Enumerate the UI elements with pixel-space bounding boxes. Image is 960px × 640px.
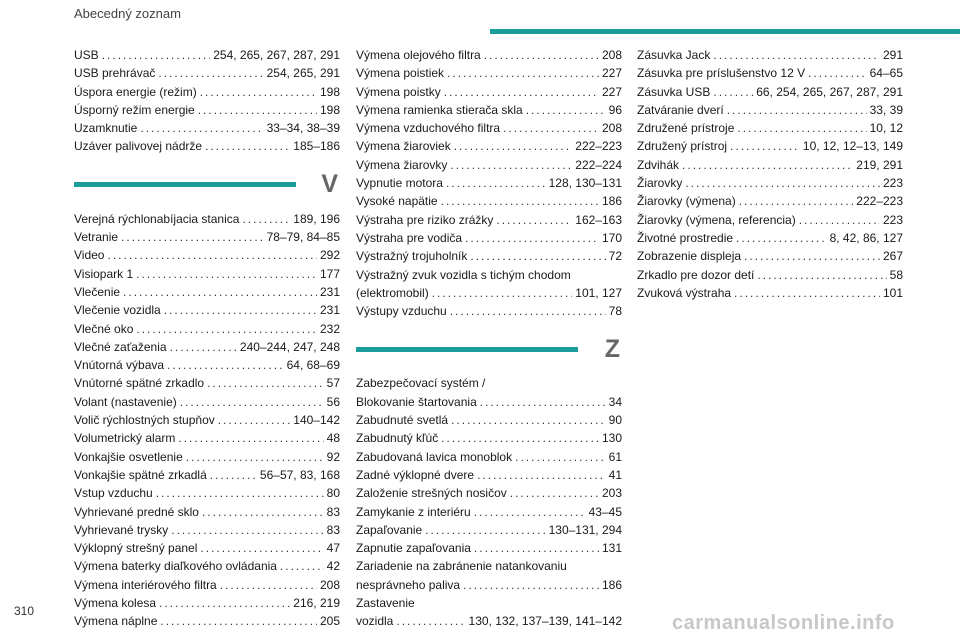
dot-leader [205,137,290,155]
entry-term: Volant (nastavenie) [74,394,177,409]
dot-leader [207,374,324,392]
entry-pages: 198 [319,102,340,117]
entry-term: Výmena poistky [356,84,441,99]
entry-term: Výmena poistiek [356,66,445,81]
dot-leader [484,46,599,64]
index-entry[interactable] [356,539,622,557]
entry-term: Zobrazenie displeja [637,249,742,264]
index-entry[interactable] [74,265,340,283]
dot-leader [451,411,606,429]
entry-term: Volumetrický alarm [74,431,176,446]
dot-leader [734,284,880,302]
entry-pages: 240–244, 247, 248 [239,339,340,354]
entry-term: Video [74,248,105,263]
entry-group-v-cont [356,46,622,266]
entry-term: Volič rýchlostných stupňov [74,413,215,428]
entry-group-v-end [356,302,622,320]
index-entry[interactable] [74,64,340,82]
dot-leader [425,521,545,539]
entry-term: Zatváranie dverí [637,102,724,117]
entry-pages: 227 [601,66,622,81]
entry-term: USB prehrávač [74,66,156,81]
index-entry[interactable] [74,557,340,575]
entry-pages: 33, 39 [869,102,903,117]
index-entry[interactable] [637,192,903,210]
entry-pages: 66, 254, 265, 267, 287, 291 [756,84,903,99]
entry-term: Zásuvka USB [637,84,711,99]
dot-leader [107,246,316,264]
entry-term: Vyhrievané predné sklo [74,504,199,519]
entry-pages: 291 [882,48,903,62]
entry-pages: 130–131, 294 [548,522,622,537]
dot-leader [158,64,263,82]
dot-leader [463,576,599,594]
dot-leader [477,466,606,484]
entry-pages: 231 [319,284,340,299]
dot-leader [470,247,605,265]
entry-term-line2: (elektromobil) [356,285,429,300]
entry-pages: 90 [608,413,622,428]
entry-pages: 131 [601,541,622,556]
entry-pages: 57 [326,376,340,391]
index-entry[interactable] [356,192,622,210]
entry-term: Uzáver palivovej nádrže [74,139,203,154]
entry-term: USB [74,48,99,62]
dot-leader [444,83,599,101]
dot-leader [220,576,317,594]
index-entry[interactable] [637,46,903,64]
entry-pages: 78–79, 84–85 [266,230,340,245]
entry-pages: 208 [601,121,622,136]
entry-pages: 208 [319,577,340,592]
entry-pages: 227 [601,84,622,99]
dot-leader [198,101,317,119]
entry-term: Zrkadlo pre dozor detí [637,267,755,282]
index-entry-multiline[interactable] [356,374,622,411]
index-entry[interactable] [74,356,340,374]
dot-leader [160,612,317,630]
entry-pages: 72 [608,249,622,264]
index-entry[interactable] [356,302,622,320]
entry-term: Vstup vzduchu [74,486,153,501]
index-column-1 [74,46,340,631]
entry-group-z [356,411,622,557]
entry-pages: 56–57, 83, 168 [259,467,340,482]
entry-pages: 189, 196 [293,211,340,226]
entry-term: Výmena vzduchového filtra [356,121,501,136]
entry-pages: 205 [319,614,340,629]
dot-leader [156,484,324,502]
entry-group-u [74,46,340,156]
dot-leader [432,284,573,302]
entry-pages: 56 [326,394,340,409]
entry-term: Visiopark 1 [74,266,134,281]
watermark: carmanualsonline.info [672,612,895,634]
index-entry[interactable] [356,448,622,466]
entry-term: Žiarovky (výmena, referencia) [637,212,796,227]
entry-pages: 185–186 [293,139,340,154]
entry-term-line1: Zabezpečovací systém / [356,376,486,391]
dot-leader [136,265,317,283]
index-entry[interactable] [74,576,340,594]
entry-pages: 231 [319,303,340,318]
section-letter-v: V [321,170,338,199]
index-entry[interactable] [356,83,622,101]
entry-term: Vlečenie vozidla [74,303,161,318]
entry-pages: 254, 265, 267, 287, 291 [213,48,340,62]
dot-leader [685,174,880,192]
dot-leader [474,539,599,557]
index-entry[interactable] [637,284,903,302]
entry-pages: 267 [882,249,903,264]
section-rule [74,182,296,187]
entry-term: Výmena ramienka stierača skla [356,102,523,117]
index-entry-multiline[interactable] [356,594,622,631]
entry-pages: 48 [326,431,340,446]
entry-term: Verejná rýchlonabíjacia stanica [74,211,240,226]
entry-term: Výmena interiérového filtra [74,577,217,592]
dot-leader [164,301,317,319]
index-entry[interactable] [356,229,622,247]
entry-term: Uzamknutie [74,121,138,136]
dot-leader [178,429,323,447]
entry-pages: 78 [608,304,622,319]
entry-pages: 222–223 [856,194,903,209]
index-entry[interactable] [356,174,622,192]
index-entry[interactable] [74,338,340,356]
entry-pages: 10, 12 [869,121,903,136]
entry-pages: 232 [319,321,340,336]
section-header-v [74,170,340,200]
dot-leader [474,503,586,521]
dot-leader [136,320,317,338]
entry-pages: 170 [601,230,622,245]
index-entry[interactable] [356,466,622,484]
entry-term: Úsporný režim energie [74,102,195,117]
dot-leader [480,393,606,411]
entry-term: Vonkajšie osvetlenie [74,449,183,464]
dot-leader [170,338,237,356]
index-entry[interactable] [74,137,340,155]
entry-term: Vnútorná výbava [74,358,165,373]
entry-pages: 216, 219 [293,596,340,611]
index-entry[interactable] [356,101,622,119]
entry-term: Zapnutie zapaľovania [356,541,471,556]
dot-leader [159,594,290,612]
dot-leader [102,46,211,64]
entry-term: Výklopný strešný panel [74,541,198,556]
page-number: 310 [14,604,35,618]
dot-leader [757,266,886,284]
entry-term: Vysoké napätie [356,194,438,209]
dot-leader [739,192,854,210]
entry-pages: 222–223 [575,139,622,154]
dot-leader [447,64,599,82]
entry-term: Vypnutie motora [356,176,443,191]
index-entry[interactable] [637,101,903,119]
entry-group-v [74,210,340,631]
section-header-z [356,334,622,364]
dot-leader [682,156,853,174]
entry-pages: 203 [601,486,622,501]
index-column-2 [356,46,622,631]
entry-term: Žiarovky [637,176,683,191]
entry-term: Výstražný trojuholník [356,249,468,264]
index-entry[interactable] [74,521,340,539]
dot-leader [465,229,599,247]
entry-pages: 198 [319,84,340,99]
dot-leader [242,210,290,228]
dot-leader [713,83,753,101]
index-entry[interactable] [356,484,622,502]
index-entry[interactable] [74,448,340,466]
index-entry[interactable] [637,119,903,137]
entry-pages: 130, 132, 137–139, 141–142 [468,614,622,629]
dot-leader [202,503,324,521]
entry-pages: 80 [326,486,340,501]
dot-leader [123,283,317,301]
dot-leader [503,119,599,137]
dot-leader [510,484,599,502]
entry-pages: 162–163 [575,212,622,227]
entry-term: Vlečné zaťaženia [74,339,167,354]
entry-term-line1: Zastavenie [356,596,415,611]
entry-term: Životné prostredie [637,230,734,245]
entry-pages: 10, 12, 12–13, 149 [802,139,903,154]
entry-pages: 223 [882,212,903,227]
entry-pages: 223 [882,176,903,191]
entry-term: Vyhrievané trysky [74,522,169,537]
dot-leader [218,411,291,429]
entry-term: Výmena žiaroviek [356,139,451,154]
index-entry[interactable] [637,229,903,247]
entry-term: Zásuvka pre príslušenstvo 12 V [637,66,806,81]
entry-term-line2: Blokovanie štartovania [356,394,477,409]
entry-term-line2: vozidla [356,614,394,629]
entry-pages: 83 [326,504,340,519]
dot-leader [441,429,599,447]
dot-leader [526,101,606,119]
entry-pages: 177 [319,266,340,281]
page-header-title: Abecedný zoznam [74,6,181,21]
index-entry[interactable] [74,320,340,338]
entry-term: Zabudnutý kľúč [356,431,439,446]
dot-leader [171,521,323,539]
entry-term: Združený prístroj [637,139,728,154]
index-entry[interactable] [74,466,340,484]
dot-leader [140,119,263,137]
entry-term: Výmena baterky diaľkového ovládania [74,559,277,574]
dot-leader [210,466,257,484]
index-entry[interactable] [74,46,340,64]
index-column-3 [637,46,903,302]
dot-leader [454,137,573,155]
index-entry[interactable] [74,612,340,630]
dot-leader [515,448,606,466]
index-entry[interactable] [356,521,622,539]
dot-leader [280,557,324,575]
entry-pages: 41 [608,467,622,482]
index-entry[interactable] [637,174,903,192]
dot-leader [736,229,827,247]
entry-pages: 34 [608,394,622,409]
dot-leader [450,156,572,174]
dot-leader [496,211,572,229]
index-entry-multiline[interactable] [356,557,622,594]
entry-pages: 101 [882,285,903,300]
index-entry[interactable] [637,156,903,174]
index-entry[interactable] [74,484,340,502]
entry-term: Vetranie [74,230,119,245]
entry-term: Zadné výklopné dvere [356,467,475,482]
entry-pages: 254, 265, 291 [266,66,340,81]
dot-leader [200,539,323,557]
entry-term: Zabudnuté svetlá [356,413,449,428]
entry-term: Vlečné oko [74,321,134,336]
entry-term: Výstupy vzduchu [356,304,447,319]
index-entry[interactable] [637,137,903,155]
index-entry[interactable] [356,156,622,174]
entry-term: Zásuvka Jack [637,48,711,62]
index-entry[interactable] [637,266,903,284]
index-entry[interactable] [356,137,622,155]
dot-leader [200,83,317,101]
dot-leader [441,192,599,210]
index-entry[interactable] [637,64,903,82]
entry-pages: 219, 291 [856,157,903,172]
entry-pages: 186 [601,577,622,592]
entry-pages: 43–45 [588,504,622,519]
index-entry[interactable] [74,539,340,557]
index-entry[interactable] [356,119,622,137]
entry-term: Vnútorné spätné zrkadlo [74,376,205,391]
entry-term: Zabudovaná lavica monoblok [356,449,513,464]
index-entry[interactable] [74,503,340,521]
index-entry[interactable] [74,594,340,612]
entry-term: Výmena žiarovky [356,157,448,172]
index-entry[interactable] [356,411,622,429]
entry-term: Výmena náplne [74,614,158,629]
entry-pages: 128, 130–131 [548,176,622,191]
dot-leader [808,64,867,82]
entry-pages: 64–65 [869,66,903,81]
entry-pages: 140–142 [293,413,340,428]
index-entry[interactable] [356,503,622,521]
dot-leader [446,174,546,192]
entry-term: Výmena kolesa [74,596,157,611]
index-entry[interactable] [74,83,340,101]
header-accent-bar [490,29,960,34]
index-entry[interactable] [74,429,340,447]
entry-term-line1: Výstražný zvuk vozidla s tichým chodom [356,267,571,282]
dot-leader [737,119,866,137]
dot-leader [799,211,880,229]
index-entry[interactable] [637,83,903,101]
entry-pages: 47 [326,541,340,556]
dot-leader [450,302,606,320]
entry-pages: 8, 42, 86, 127 [829,230,903,245]
entry-term: Vlečenie [74,284,121,299]
entry-term: Výstraha pre riziko zrážky [356,212,494,227]
entry-term: Združené prístroje [637,121,735,136]
dot-leader [727,101,867,119]
entry-pages: 42 [326,559,340,574]
entry-pages: 33–34, 38–39 [266,121,340,136]
dot-leader [121,228,264,246]
entry-term: Zvuková výstraha [637,285,732,300]
index-entry[interactable] [356,211,622,229]
index-entry-multiline[interactable] [356,266,622,303]
index-entry[interactable] [74,210,340,228]
index-entry[interactable] [74,411,340,429]
entry-pages: 208 [601,48,622,62]
dot-leader [730,137,800,155]
dot-leader [167,356,284,374]
index-entry[interactable] [637,247,903,265]
entry-term: Zdvihák [637,157,680,172]
entry-term-line1: Zariadenie na zabránenie natankovaniu [356,559,567,574]
index-entry[interactable] [74,393,340,411]
index-entry[interactable] [356,247,622,265]
dot-leader [713,46,880,64]
entry-pages: 186 [601,194,622,209]
dot-leader [186,448,324,466]
entry-pages: 130 [601,431,622,446]
index-entry[interactable] [74,101,340,119]
index-entry[interactable] [74,228,340,246]
entry-pages: 61 [608,449,622,464]
entry-term-line2: nesprávneho paliva [356,577,461,592]
index-entry[interactable] [74,301,340,319]
section-rule [356,347,578,352]
entry-pages: 83 [326,522,340,537]
entry-term: Výmena olejového filtra [356,48,481,62]
entry-pages: 101, 127 [575,285,622,300]
entry-pages: 292 [319,248,340,263]
index-entry[interactable] [74,246,340,264]
entry-pages: 96 [608,102,622,117]
index-entry[interactable] [637,211,903,229]
index-entry[interactable] [74,374,340,392]
entry-term: Žiarovky (výmena) [637,194,736,209]
entry-term: Zamykanie z interiéru [356,504,471,519]
dot-leader [744,247,880,265]
section-letter-z: Z [604,334,620,363]
entry-term: Úspora energie (režim) [74,84,197,99]
index-entry[interactable] [74,119,340,137]
index-entry[interactable] [74,283,340,301]
entry-group-z-cont [637,46,903,302]
entry-term: Zapaľovanie [356,522,423,537]
index-entry[interactable] [356,64,622,82]
entry-term: Výstraha pre vodiča [356,230,463,245]
entry-pages: 64, 68–69 [286,358,340,373]
index-entry[interactable] [356,429,622,447]
entry-pages: 222–224 [575,157,622,172]
entry-pages: 58 [889,267,903,282]
entry-term: Založenie strešných nosičov [356,486,507,501]
dot-leader [180,393,324,411]
dot-leader [396,612,465,630]
entry-pages: 92 [326,449,340,464]
index-entry[interactable] [356,46,622,64]
entry-term: Vonkajšie spätné zrkadlá [74,467,207,482]
